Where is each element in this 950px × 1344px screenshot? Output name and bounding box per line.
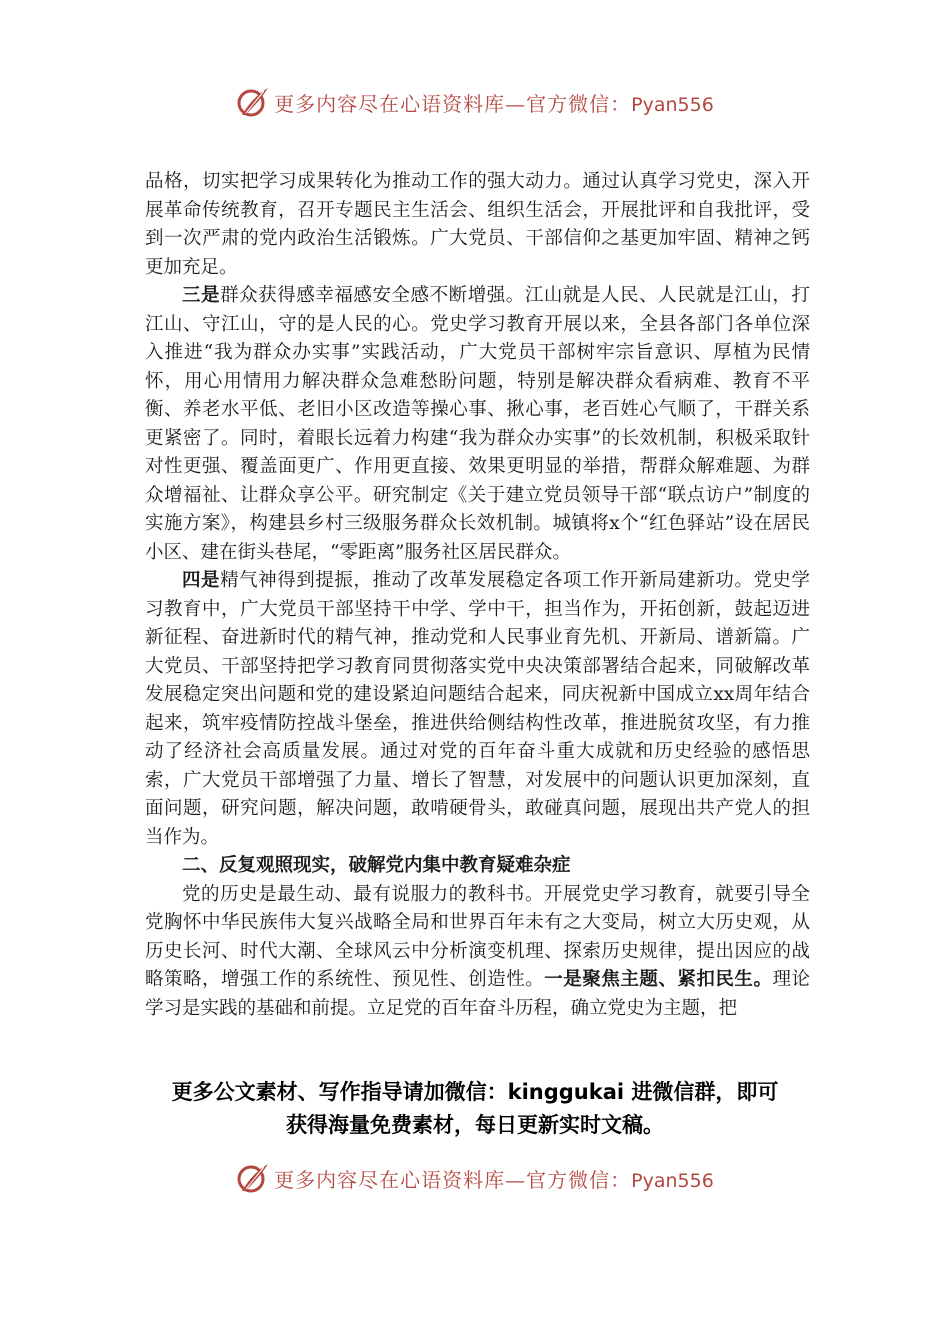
- paragraph-2: 三是群众获得感幸福感安全感不断增强。江山就是人民、人民就是江山，打江山、守江山，守的是人民的心。党史学习教育开展以来，全县各部门各单位深入推进“我为群众办实事”实践活动，广大党员干部树牢宗旨意识、厚植为民情怀，用心用情用力解决群众急难愁盼问题，特别是解决群众看病难、教育不平衡、养老水平低、老旧小区改造等操心事、揪心事，老百姓心气顺了，干群关系更紧密了。同时，着眼长远着力构建“我为群众办实事”的长效机制，积极采取针对性更强、覆盖面更广、作用更直接、效果更明显的举措，帮群众解难题、为群众增福祉、让群众享公平。研究制定《关于建立党员领导干部“联点访户”制度的实施方案》，构建县乡村三级服务群众长效机制。城镇将x个“红色驿站”设在居民小区、建在街头巷尾，“零距离”服务社区居民群众。: [145, 285, 810, 563]
- document-body: [145, 168, 810, 1023]
- header-wechat-id: Pyan556: [631, 93, 714, 116]
- promo-line-1: 更多公文素材、写作指导请加微信：kinggukai 进微信群，即可: [171, 1080, 779, 1104]
- promo-notice: [0, 1076, 950, 1142]
- section-heading: 二、反复观照现实，破解党内集中教育疑难杂症: [182, 855, 571, 876]
- quill-logo-icon: [236, 85, 270, 119]
- header-banner: [0, 82, 950, 122]
- footer-banner: [0, 1158, 950, 1198]
- promo-line-2: 获得海量免费素材，每日更新实时文稿。: [286, 1113, 664, 1137]
- footer-banner-text: 更多内容尽在心语资料库—官方微信：Pyan556: [274, 1167, 714, 1192]
- paragraph-4: 党的历史是最生动、最有说服力的教科书。开展党史学习教育，就要引导全党胸怀中华民族伟大复兴战略全局和世界百年未有之大变局，树立大历史观，从历史长河、时代大潮、全球风云中分析演变机理、探索历史规律，提出因应的战略策略，增强工作的系统性、预见性、创造性。一是聚焦主题、紧扣民生。理论学习是实践的基础和前提。立足党的百年奋斗历程，确立党史为主题，把: [145, 883, 810, 1019]
- header-banner-text: 更多内容尽在心语资料库—官方微信：Pyan556: [274, 91, 714, 116]
- quill-logo-icon: [236, 1161, 270, 1195]
- paragraph-3: 四是精气神得到提振，推动了改革发展稳定各项工作开新局建新功。党史学习教育中，广大党员干部坚持干中学、学中干，担当作为，开拓创新，鼓起迈进新征程、奋进新时代的精气神，推动党和人民事业育先机、开新局、谱新篇。广大党员、干部坚持把学习教育同贯彻落实党中央决策部署结合起来，同破解改革发展稳定突出问题和党的建设紧迫问题结合起来，同庆祝新中国成立xx周年结合起来，筑牢疫情防控战斗堡垒，推进供给侧结构性改革，推进脱贫攻坚，有力推动了经济社会高质量发展。通过对党的百年奋斗重大成就和历史经验的感悟思索，广大党员干部增强了力量、增长了智慧，对发展中的问题认识更加深刻，直面问题，研究问题，解决问题，敢啃硬骨头，敢碰真问题，展现出共产党人的担当作为。: [145, 570, 810, 848]
- paragraph-1: 品格，切实把学习成果转化为推动工作的强大动力。通过认真学习党史，深入开展革命传统教育，召开专题民主生活会、组织生活会，开展批评和自我批评，受到一次严肃的党内政治生活锻炼。广大党员、干部信仰之基更加牢固、精神之钙更加充足。: [145, 171, 810, 278]
- footer-wechat-id: Pyan556: [631, 1169, 714, 1192]
